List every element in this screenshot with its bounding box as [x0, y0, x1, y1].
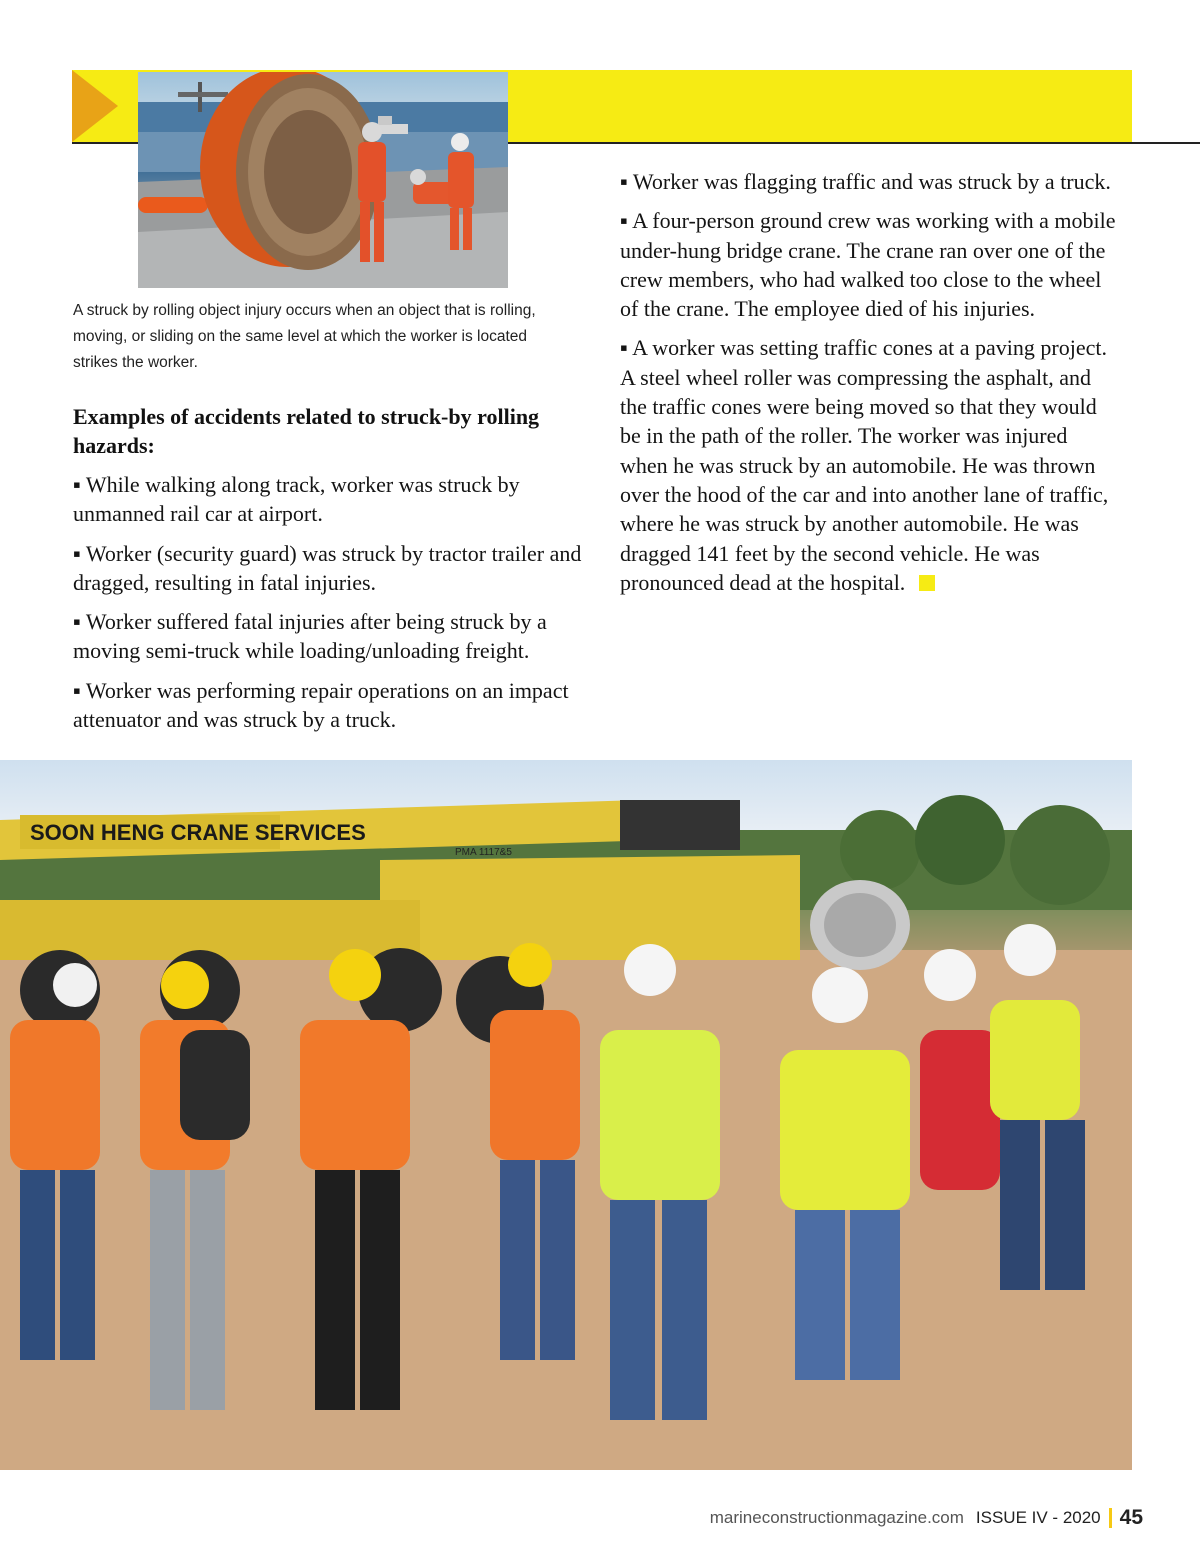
photo-caption: A struck by rolling object injury occurs when an object that is rolling, moving, or sliding on the same level at which the worker is located strikes the worker.	[73, 302, 536, 371]
footer-separator	[1109, 1508, 1112, 1528]
crane-lettering: SOON HENG CRANE SERVICES	[30, 820, 366, 845]
bottom-photo	[0, 760, 1132, 1470]
accident-item-last	[620, 333, 1120, 597]
accident-item-text: ▪ A worker was setting traffic cones at a paving project. A steel wheel roller was compressing the asphalt, and the traffic cones were being moved so that they would be in the path of the roller. The worker was injured when he was struck by an automobile. He was thrown over the hood of the car and into another lane of traffic, where he was struck by another automobile. He was dragged 141 feet by the second vehicle. He was pronounced dead at the hospital.	[620, 335, 1109, 595]
footer-issue: ISSUE IV - 2020	[975, 1508, 1101, 1527]
accident-item: ▪ While walking along track, worker was struck by unmanned rail car at airport.	[73, 472, 520, 527]
page-footer	[710, 1506, 1143, 1530]
accident-item: ▪ Worker was flagging traffic and was struck by a truck.	[620, 169, 1111, 194]
accident-item: ▪ A four-person ground crew was working with a mobile under-hung bridge crane. The crane ran over one of the crew members, who had walked too close to the wheel of the crane. The employee died of his injuries.	[620, 208, 1116, 322]
deck-scene-illustration	[138, 72, 508, 288]
right-column	[620, 167, 1120, 607]
left-column	[73, 470, 585, 744]
top-photo	[138, 72, 508, 288]
chevron-icon	[72, 70, 118, 142]
footer-site: marineconstructionmagazine.com	[709, 1508, 964, 1527]
accident-item: ▪ Worker suffered fatal injuries after being struck by a moving semi-truck while loading/unloading freight.	[73, 609, 547, 664]
page-number: 45	[1119, 1506, 1143, 1529]
plate-lettering: PMA 1117&5	[455, 847, 512, 858]
accident-item: ▪ Worker was performing repair operations on an impact attenuator and was struck by a truck.	[73, 677, 569, 733]
end-mark-icon	[919, 575, 935, 591]
crane-briefing-illustration	[0, 760, 1132, 1470]
accident-item: ▪ Worker (security guard) was struck by tractor trailer and dragged, resulting in fatal injuries.	[73, 540, 582, 595]
section-heading: Examples of accidents related to struck-by rolling hazards:	[73, 404, 540, 458]
